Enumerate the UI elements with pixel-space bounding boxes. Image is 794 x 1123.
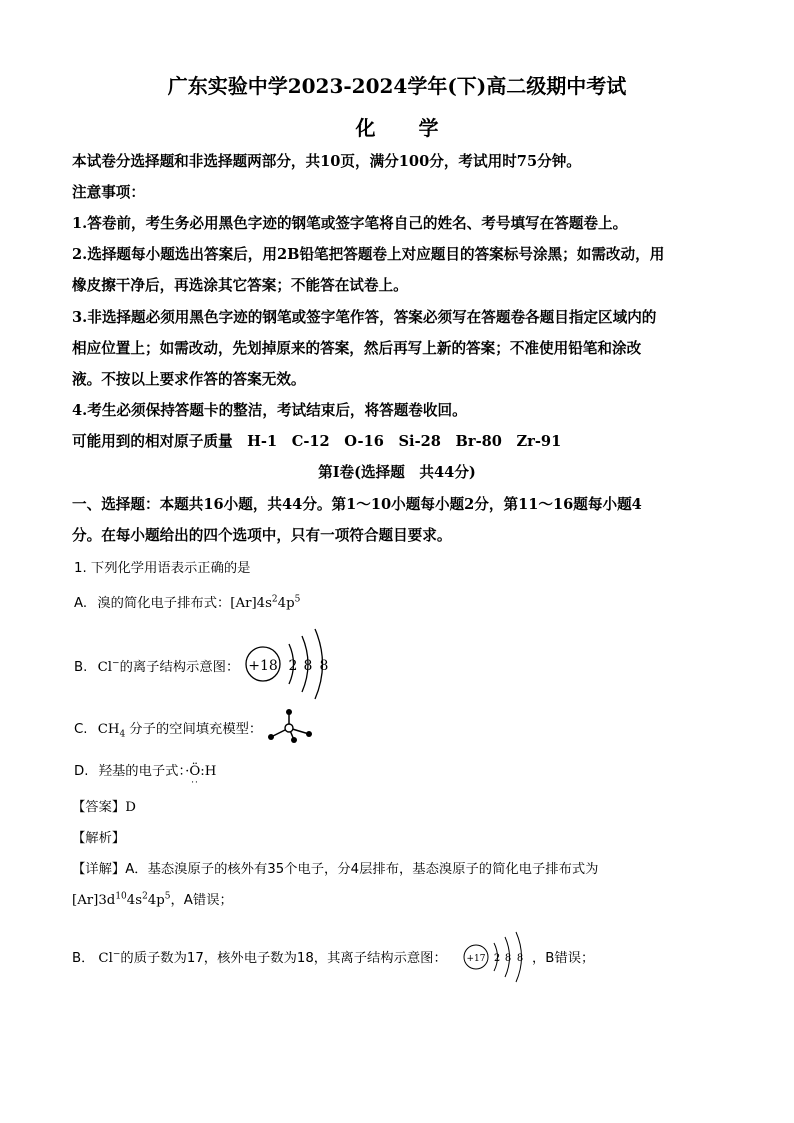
notice-item-1: 1.答卷前，考生务必用黑色字迹的钢笔或签字笔将自己的姓名、考号填写在答题卷上。 (72, 215, 628, 232)
hydrogen-atom (286, 709, 292, 715)
hydrogen-atom (291, 737, 297, 743)
atomic-masses: 可能用到的相对原子质量 H-1 C-12 O-16 Si-28 Br-80 Zr-91 (72, 433, 562, 450)
option-a (74, 592, 300, 611)
part1-heading: 第Ⅰ卷(选择题 共44分) (318, 464, 476, 481)
option-a-label: A. (74, 596, 88, 611)
analysis-label: 【解析】 (72, 831, 126, 846)
shell-count-3: 8 (319, 658, 329, 674)
exam-title: 广东实验中学2023-2024学年(下)高二级期中考试 (167, 74, 627, 98)
part1-instructions-a: 一、选择题：本题共16小题，共44分。第1～10小题每小题2分，第11～16题每小题4 (72, 496, 642, 513)
option-a-formula: $[Ar]4s^24p^5$ (230, 594, 301, 611)
notice-item-3a: 3.非选择题必须用黑色字迹的钢笔或签字笔作答，答案必须写在答题卷各题目指定区域内的 (72, 309, 657, 326)
part1-instructions-b: 分。在每小题给出的四个选项中，只有一项符合题目要求。 (72, 527, 452, 544)
shell-count-1: 2 (288, 658, 298, 674)
shell-count-1: 2 (493, 953, 501, 964)
answer-line (72, 796, 136, 815)
shell-count-2: 8 (504, 953, 512, 964)
option-b-text: 的离子结构示意图： (119, 660, 240, 675)
notice-item-3c: 液。不按以上要求作答的答案无效。 (72, 371, 306, 388)
nucleus-label: +18 (248, 658, 278, 674)
option-b (74, 656, 239, 675)
option-c-formula: $CH_4$ (97, 722, 126, 740)
detail-line-a: 【详解】A．基态溴原子的核外有35个电子，分4层排布，基态溴原子的简化电子排布式为 (72, 862, 599, 877)
answer-label: 【答案】 (72, 800, 126, 815)
hydrogen-atom (306, 731, 312, 737)
nucleus-label: +17 (466, 954, 486, 964)
option-d-label: D. (74, 764, 89, 779)
notice-item-4: 4.考生必须保持答题卡的整洁，考试结束后，将答题卷收回。 (72, 402, 467, 419)
option-d-text: 羟基的电子式： (98, 764, 186, 779)
carbon-atom (285, 724, 293, 732)
option-c-text: 分子的空间填充模型： (129, 722, 263, 737)
option-d-formula: ·Ö:H ·· (185, 764, 217, 788)
option-c (74, 718, 263, 740)
ch4-model-diagram (264, 708, 314, 744)
detail-line-b-tail: ，B错误； (532, 951, 595, 966)
notice-item-2a: 2.选择题每小题选出答案后，用2B铅笔把答题卷上对应题目的答案标号涂黑；如需改动，用 (72, 246, 665, 263)
option-a-text: 溴的简化电子排布式： (97, 596, 231, 611)
option-d (74, 760, 217, 788)
option-b-ion: Cl− (97, 658, 120, 675)
subject-title: 化 学 (355, 116, 457, 140)
question-stem: 1. 下列化学用语表示正确的是 (74, 561, 251, 576)
answer-value: D (125, 800, 136, 815)
option-c-label: C. (74, 722, 88, 737)
option-b-label: B. (74, 660, 88, 675)
detail-line-a2: $[Ar]3d^{10}4s^24p^5$，A错误； (72, 891, 233, 908)
detail-line-b: B． Cl−的质子数为17，核外电子数为18，其离子结构示意图： (72, 949, 447, 966)
shell-count-3: 8 (516, 953, 524, 964)
intro-line: 本试卷分选择题和非选择题两部分，共10页，满分100分，考试用时75分钟。 (72, 153, 581, 170)
detail-label: 【详解】 (72, 862, 126, 877)
notice-title: 注意事项： (72, 184, 145, 201)
notice-item-3b: 相应位置上；如需改动，先划掉原来的答案，然后再写上新的答案；不准使用铅笔和涂改 (72, 340, 642, 357)
notice-item-2b: 橡皮擦干净后，再选涂其它答案；不能答在试卷上。 (72, 277, 408, 294)
cl-ion-structure-diagram-small (460, 930, 532, 986)
hydrogen-atom (268, 734, 274, 740)
cl-ion-structure-diagram (242, 626, 334, 702)
shell-count-2: 8 (303, 658, 313, 674)
